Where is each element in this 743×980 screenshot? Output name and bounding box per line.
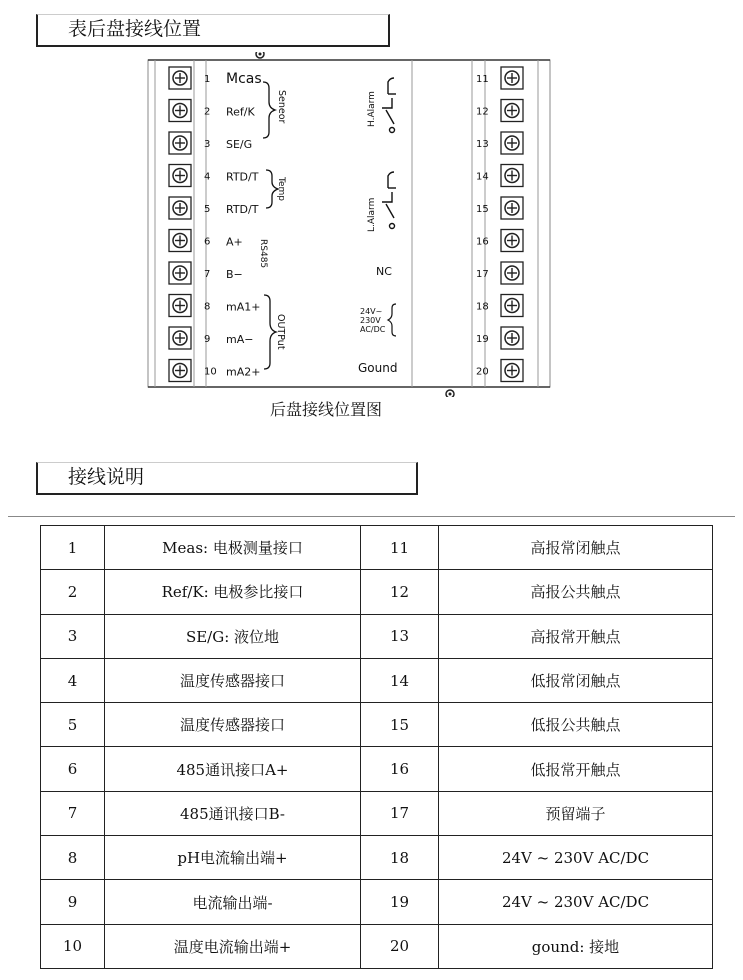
cell-n1: 10: [41, 924, 105, 968]
rs485-group-label: RS485: [258, 239, 268, 269]
right-terminal-screw: [501, 262, 523, 284]
cell-n2: 15: [361, 703, 439, 747]
left-terminal-screw: [169, 295, 191, 317]
cell-d2: 高报公共触点: [439, 570, 713, 614]
right-terminal-screw: [501, 100, 523, 122]
right-terminal-screw: [501, 230, 523, 252]
cell-n1: 3: [41, 614, 105, 658]
left-terminal-number: 1: [204, 74, 211, 85]
right-terminal-number: 19: [476, 334, 489, 345]
right-terminal-number: 12: [476, 106, 489, 118]
left-terminal-label: A+: [226, 235, 243, 249]
right-terminal-number: 15: [476, 204, 489, 215]
temp-group-label: Temp: [276, 177, 286, 201]
right-terminal-screw: [501, 165, 523, 187]
left-terminal-number: 5: [204, 204, 211, 215]
cell-n2: 17: [361, 791, 439, 835]
cell-d1: Ref/K: 电极参比接口: [105, 570, 361, 614]
table-row: [41, 924, 713, 968]
rear-panel-title: 表后盘接线位置: [68, 18, 202, 40]
left-terminal-label: mA1+: [226, 300, 261, 314]
cell-d2: 低报公共触点: [439, 703, 713, 747]
sensor-group-label: Seneor: [276, 90, 287, 124]
left-terminal-label: SE/G: [226, 138, 253, 151]
cell-n1: 2: [41, 570, 105, 614]
cell-d2: gound: 接地: [439, 924, 713, 968]
cell-d2: 低报常开触点: [439, 747, 713, 791]
left-terminal-number: 6: [204, 236, 211, 248]
left-terminal-number: 9: [204, 334, 211, 345]
cell-d1: 温度传感器接口: [105, 703, 361, 747]
right-terminal-screw: [501, 327, 523, 349]
right-terminal-screw: [501, 295, 523, 317]
left-terminal-number: 8: [204, 301, 211, 313]
cell-n1: 1: [41, 526, 105, 570]
right-terminal-screw: [501, 132, 523, 154]
left-terminal-number: 10: [204, 366, 217, 378]
right-terminal-number: 13: [476, 139, 489, 150]
cell-d2: 24V ~ 230V AC/DC: [439, 836, 713, 880]
rear-panel-title-box: [36, 14, 390, 47]
left-terminal-label: Mcas: [226, 71, 262, 87]
left-terminal-screw: [169, 100, 191, 122]
low-alarm-label: L.Alarm: [367, 197, 377, 232]
left-terminal-screw: [169, 360, 191, 382]
left-terminal-screw: [169, 67, 191, 89]
cell-n2: 18: [361, 836, 439, 880]
table-row: [41, 791, 713, 835]
cell-n1: 6: [41, 747, 105, 791]
right-terminal-number: 17: [476, 269, 489, 280]
left-terminal-number: 7: [204, 269, 211, 280]
cell-n1: 5: [41, 703, 105, 747]
cell-d2: 低报常闭触点: [439, 658, 713, 702]
left-terminal-number: 3: [204, 139, 211, 150]
cell-d1: 电流输出端-: [105, 880, 361, 924]
left-terminal-number: 4: [204, 171, 211, 183]
table-row: [41, 570, 713, 614]
cell-d1: SE/G: 液位地: [105, 614, 361, 658]
left-terminal-label: RTD/T: [226, 170, 259, 184]
left-terminal-label: mA2+: [226, 365, 261, 379]
cell-d1: 485通讯接口A+: [105, 747, 361, 791]
cell-n1: 4: [41, 658, 105, 702]
right-terminal-screw: [501, 67, 523, 89]
left-terminal-screw: [169, 132, 191, 154]
table-row: [41, 703, 713, 747]
wiring-table: [40, 525, 713, 969]
ground-label: Gound: [358, 361, 398, 375]
left-terminal-screw: [169, 327, 191, 349]
table-row: [41, 880, 713, 924]
cell-d1: Meas: 电极测量接口: [105, 526, 361, 570]
left-terminal-screw: [169, 230, 191, 252]
table-row: [41, 526, 713, 570]
cell-d2: 高报常闭触点: [439, 526, 713, 570]
power-line-2: 230V: [360, 316, 381, 325]
nc-label: NC: [376, 265, 392, 278]
left-terminal-screw: [169, 197, 191, 219]
table-row: [41, 747, 713, 791]
right-terminal-number: 18: [476, 301, 489, 313]
wiring-title: 接线说明: [68, 466, 145, 488]
cell-n1: 8: [41, 836, 105, 880]
power-line-1: 24V~: [360, 307, 383, 316]
right-terminal-number: 11: [476, 74, 489, 85]
cell-d2: 预留端子: [439, 791, 713, 835]
left-terminal-label: mA−: [226, 333, 254, 346]
right-terminal-number: 14: [476, 171, 489, 183]
power-line-3: AC/DC: [360, 325, 386, 334]
cell-n2: 16: [361, 747, 439, 791]
left-terminal-screw: [169, 165, 191, 187]
left-terminal-screw: [169, 262, 191, 284]
left-terminal-label: RTD/T: [226, 203, 259, 216]
left-terminal-label: Ref/K: [226, 105, 255, 119]
output-group-label: OUTPut: [275, 314, 286, 350]
cell-n2: 13: [361, 614, 439, 658]
table-row: [41, 836, 713, 880]
table-row: [41, 614, 713, 658]
cell-d2: 高报常开触点: [439, 614, 713, 658]
wiring-title-box: [36, 462, 418, 495]
right-terminal-number: 16: [476, 236, 489, 248]
divider: [8, 516, 735, 517]
table-row: [41, 658, 713, 702]
cell-d1: 温度传感器接口: [105, 658, 361, 702]
cell-d1: 485通讯接口B-: [105, 791, 361, 835]
cell-n2: 19: [361, 880, 439, 924]
right-terminal-screw: [501, 360, 523, 382]
cell-n1: 7: [41, 791, 105, 835]
cell-n2: 14: [361, 658, 439, 702]
right-terminal-number: 20: [476, 366, 489, 378]
cell-d1: 温度电流输出端+: [105, 924, 361, 968]
cell-d1: pH电流输出端+: [105, 836, 361, 880]
cell-n1: 9: [41, 880, 105, 924]
cell-n2: 20: [361, 924, 439, 968]
high-alarm-label: H.Alarm: [367, 91, 377, 127]
right-terminal-screw: [501, 197, 523, 219]
rear-panel-diagram: [140, 52, 560, 397]
cell-d2: 24V ~ 230V AC/DC: [439, 880, 713, 924]
left-terminal-number: 2: [204, 106, 211, 118]
left-terminal-label: B−: [226, 268, 243, 281]
cell-n2: 11: [361, 526, 439, 570]
diagram-caption: 后盘接线位置图: [270, 400, 383, 419]
cell-n2: 12: [361, 570, 439, 614]
